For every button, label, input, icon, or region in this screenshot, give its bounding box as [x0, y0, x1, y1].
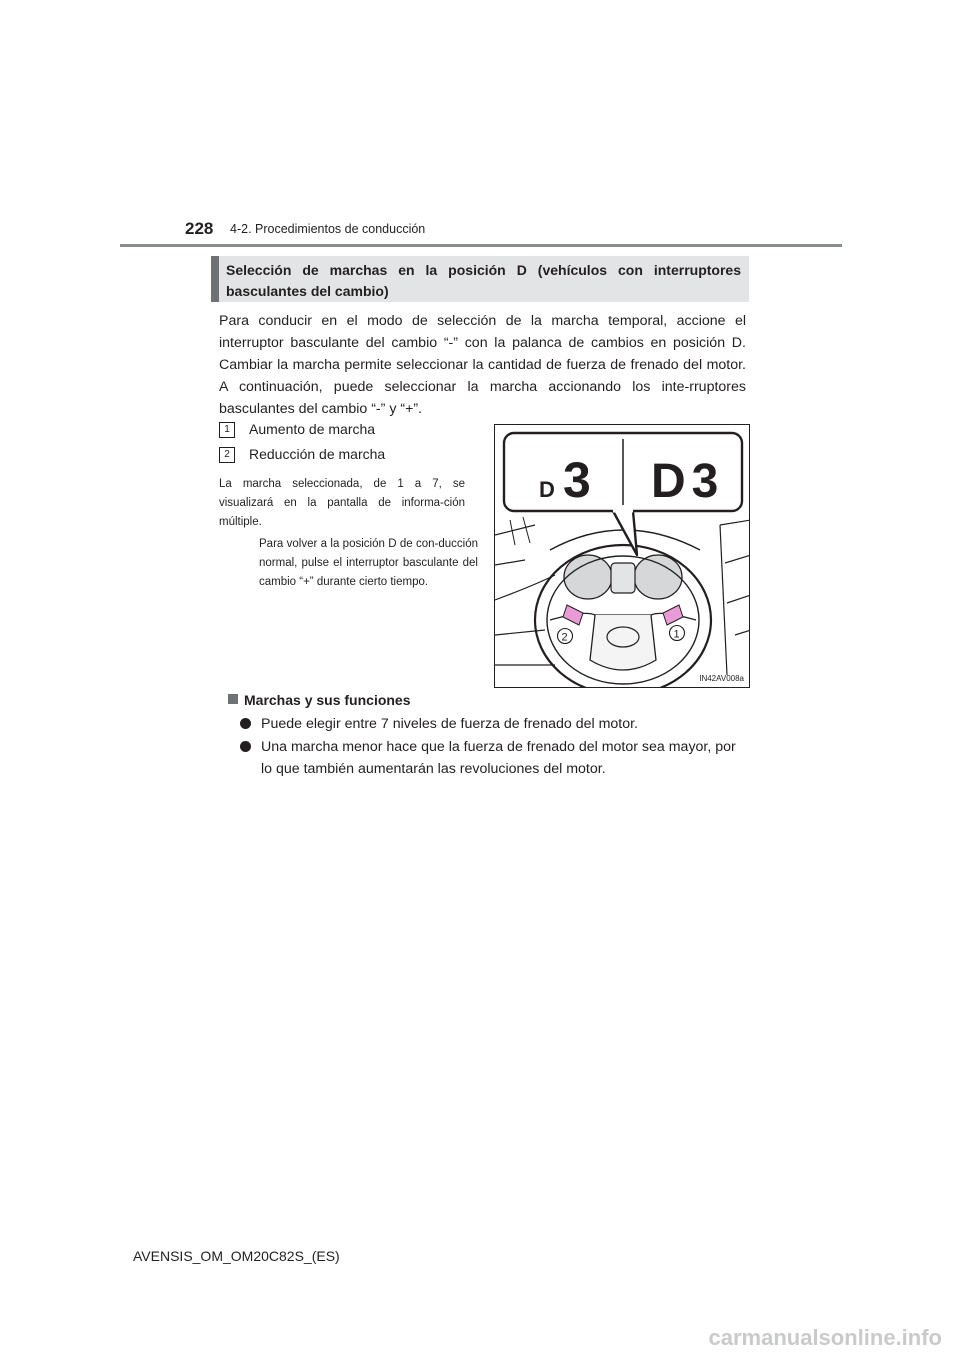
callout-2-label: Reducción de marcha: [249, 446, 386, 462]
bullet-text: Puede elegir entre 7 niveles de fuerza de frenado del motor.: [261, 716, 639, 732]
bullet-item: [240, 736, 750, 780]
steering-wheel-figure: [494, 424, 750, 688]
bullet-dot-icon: [240, 718, 251, 729]
footer-code: AVENSIS_OM_OM20C82S_(ES): [133, 1248, 340, 1264]
intro-paragraph: Para conducir en el modo de selección de la marcha temporal, accione el interruptor basculante del cambio “-” con la palanca de cambios en posición D. Cambiar la marcha permite seleccionar la cantidad de fuerza de frenado del motor. A continuación, puede seleccionar la marcha accionando los inte-rruptores basculantes del cambio “-” y “+”.: [219, 313, 746, 417]
running-head: 4-2. Procedimientos de conducción: [230, 222, 426, 236]
callout-2: [219, 446, 385, 463]
header-rule: [120, 244, 842, 247]
callout-2-number: 2: [219, 447, 235, 463]
subsection-title-text: Marchas y sus funciones: [244, 692, 411, 708]
bullet-dot-icon: [240, 741, 251, 752]
section-title: Selección de marchas en la posición D (vehículos con interruptores basculantes del cambio): [211, 256, 749, 302]
bullet-item: [240, 713, 750, 735]
display-left-digit: 3: [563, 452, 591, 508]
display-right-text: D3: [651, 455, 725, 508]
callout-1: [219, 421, 375, 438]
figure-label-2: 2: [561, 631, 568, 644]
callout-1-number: 1: [219, 422, 235, 438]
figure-code: IN42AV008a: [699, 674, 744, 683]
steering-wheel-illustration: [495, 425, 750, 688]
return-note: Para volver a la posición D de con-ducción normal, pulse el interruptor basculante del cambio “+” durante cierto tiempo.: [259, 538, 478, 588]
square-bullet-icon: [228, 694, 238, 704]
display-note: La marcha seleccionada, de 1 a 7, se visualizará en la pantalla de informa-ción múltiple.: [219, 478, 465, 528]
subsection-title: [228, 692, 411, 708]
display-left-letter: D: [539, 477, 555, 502]
callout-1-label: Aumento de marcha: [249, 421, 376, 437]
page-number: 228: [185, 219, 214, 238]
bullet-text: Una marcha menor hace que la fuerza de frenado del motor sea mayor, por lo que también aumentarán las revoluciones del motor.: [261, 739, 736, 777]
watermark: carmanualsonline.info: [708, 1325, 942, 1350]
figure-label-1: 1: [673, 628, 680, 641]
